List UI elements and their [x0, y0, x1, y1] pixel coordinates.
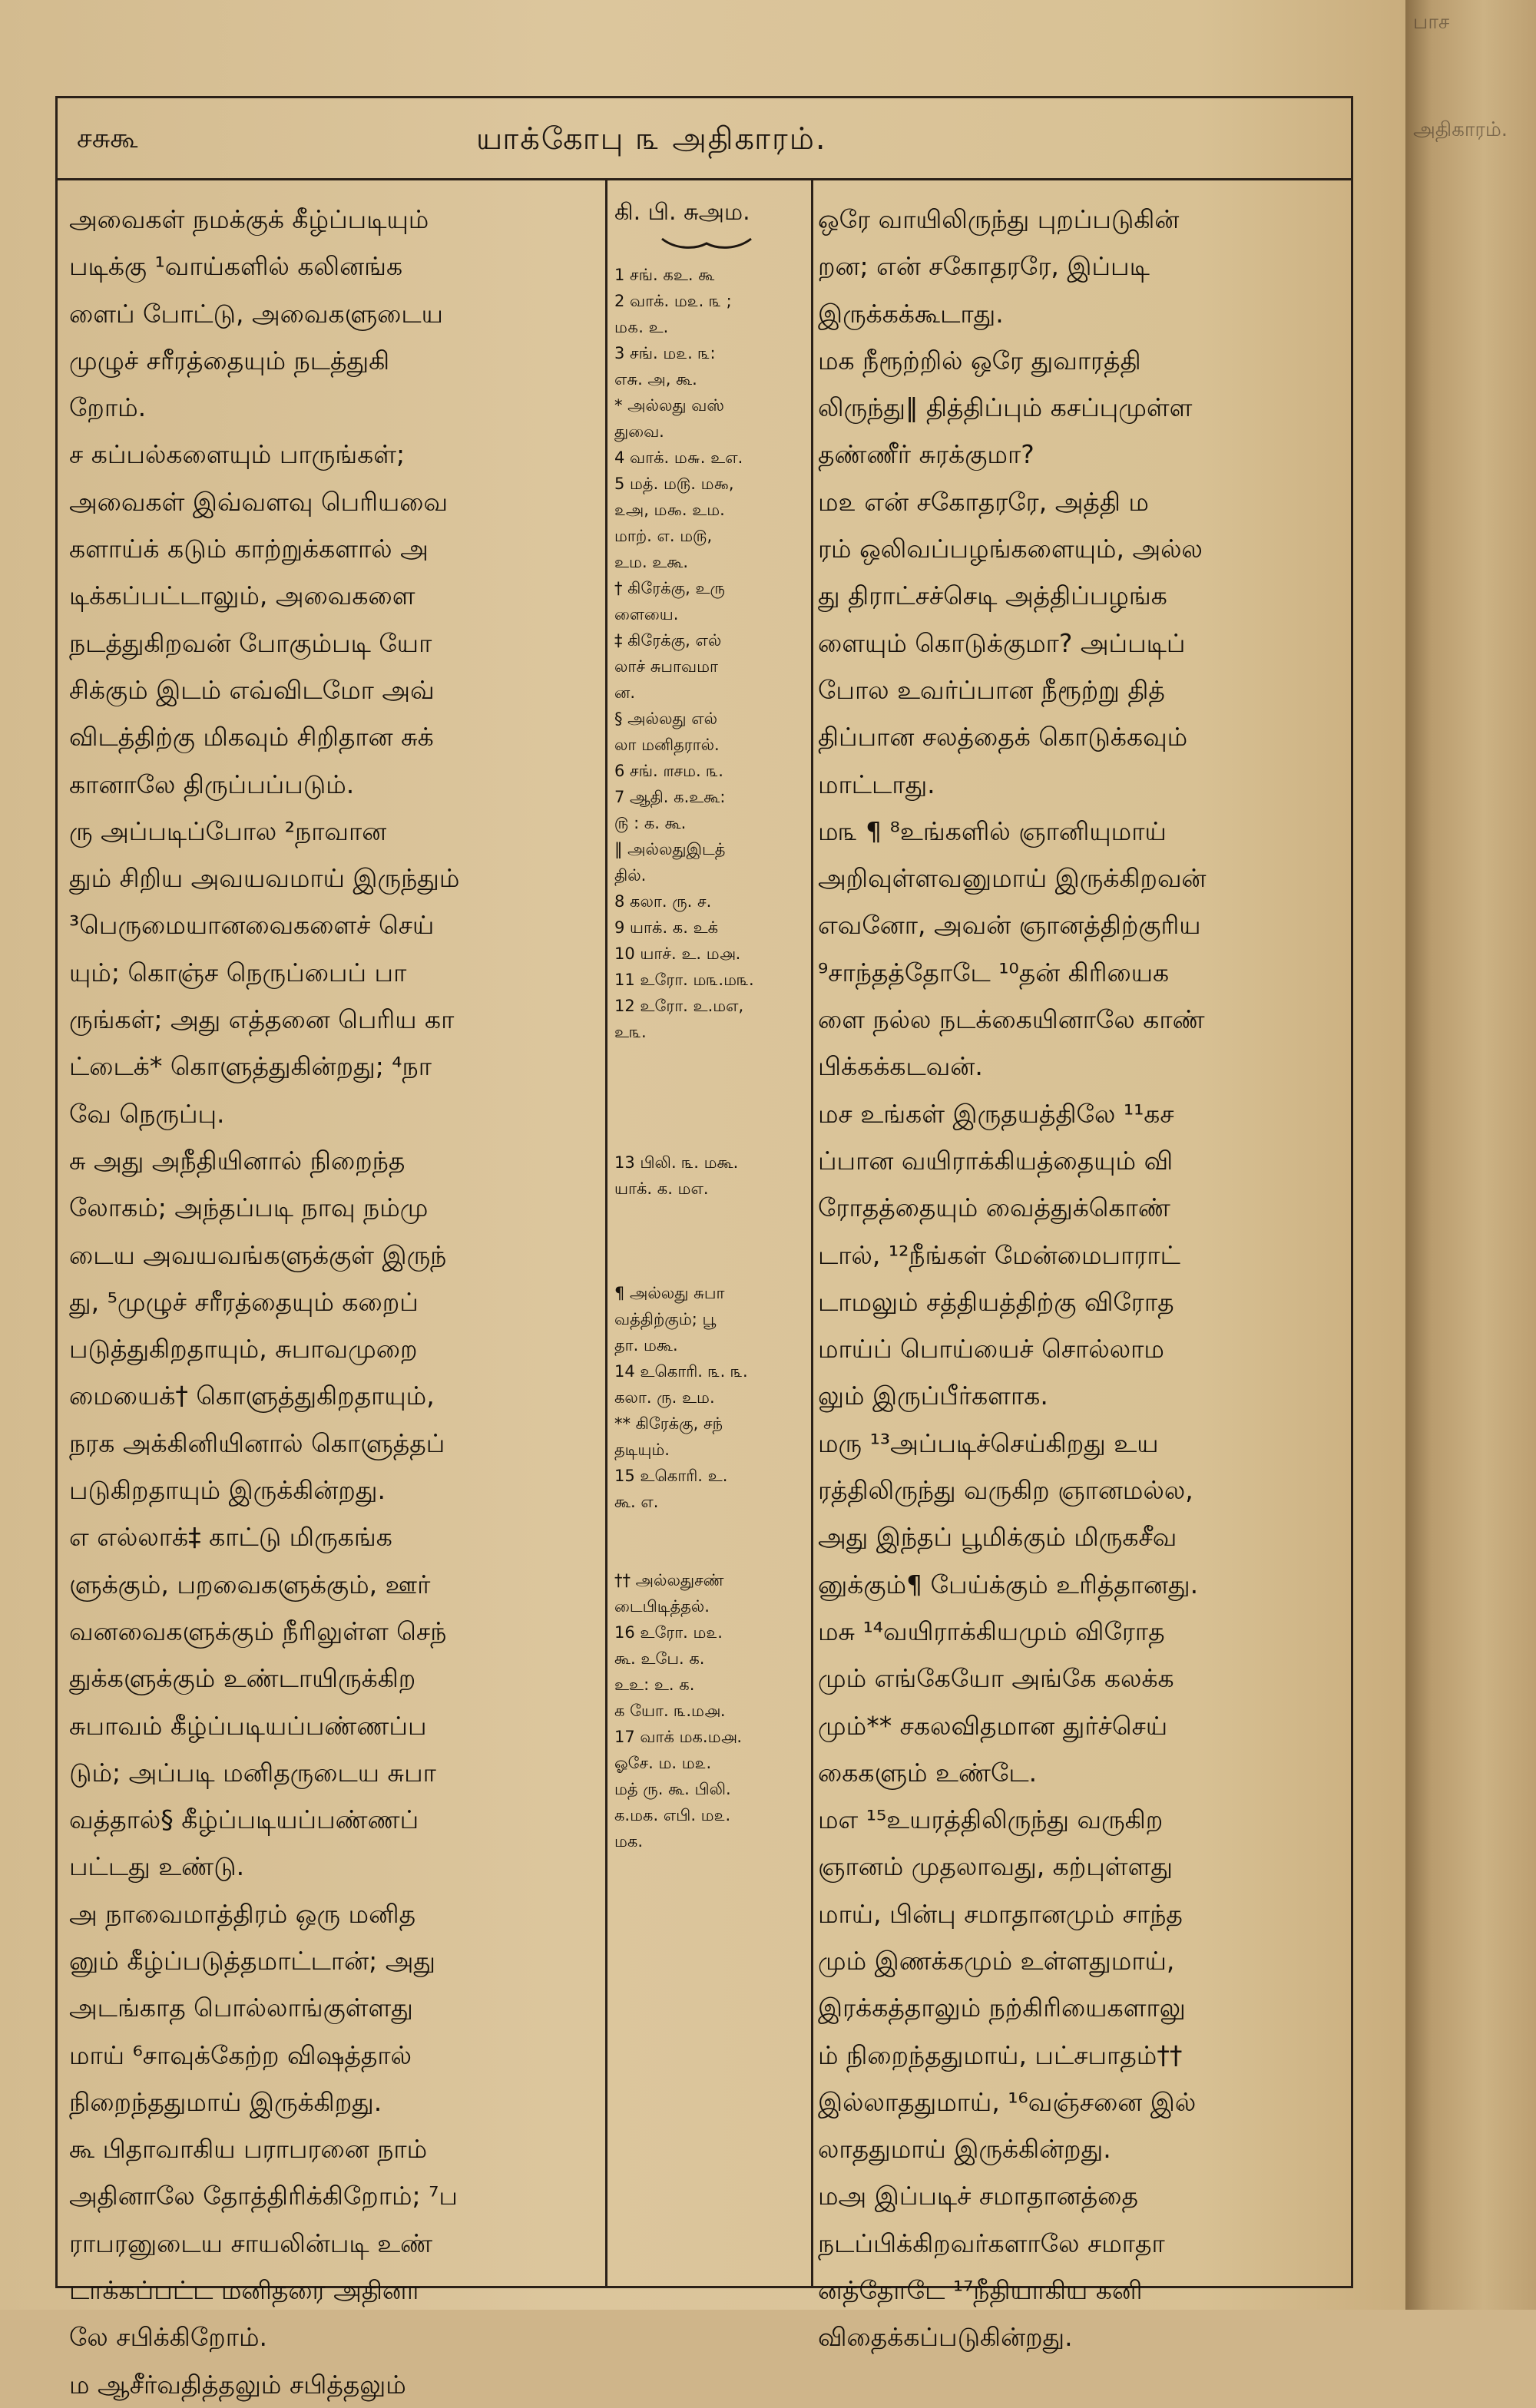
cross-reference: மத் ரு. கூ. பிலி.: [614, 1780, 731, 1798]
text-line: அதினாலே தோத்திரிக்கிறோம்; ⁷ப: [69, 2181, 458, 2211]
cross-reference: க.மக. எபி. ம௨.: [614, 1806, 731, 1824]
text-line: மசு ¹⁴வயிராக்கியமும் விரோத: [818, 1616, 1165, 1646]
text-line: றோம்.: [69, 392, 147, 423]
cross-reference: லா மனிதரால்.: [614, 736, 720, 754]
cross-reference: லாச் சுபாவமா: [614, 657, 718, 676]
facing-page-fragment: அதிகாரம்.: [1413, 118, 1508, 141]
text-line: துக்களுக்கும் உண்டாயிருக்கிற: [69, 1663, 416, 1694]
text-line: ஞானம் முதலாவது, கற்புள்ளது: [818, 1851, 1173, 1882]
cross-reference: 9 யாக். க. உக்: [614, 918, 719, 937]
cross-reference: 5 மத். ம௫. ம௯,: [614, 475, 734, 493]
text-line: ளை நல்ல நடக்கையினாலே காண்: [818, 1004, 1205, 1035]
text-line: நரக அக்கினியினால் கொளுத்தப்: [69, 1427, 445, 1458]
facing-page-edge: [1405, 0, 1536, 2310]
reference-column: [614, 196, 806, 1854]
cross-reference: யாக். க. மஎ.: [614, 1179, 709, 1198]
text-line: விடத்திற்கு மிகவும் சிறிதான சுக்: [69, 722, 434, 752]
cross-reference: உம. உகூ.: [614, 553, 689, 571]
cross-reference: தில்.: [614, 866, 647, 885]
text-line: போல உவர்ப்பான நீரூற்று தித்: [818, 674, 1165, 705]
cross-reference: 17 வாக் மக.ம௮.: [614, 1728, 743, 1746]
text-line: ராபரனுடைய சாயலின்படி உண்: [69, 2228, 433, 2258]
text-line: கூ பிதாவாகிய பராபரனை நாம்: [69, 2134, 428, 2165]
cross-reference: க யோ. ௩.ம௮.: [614, 1702, 726, 1720]
text-line: அடங்காத பொல்லாங்குள்ளது: [69, 1993, 413, 2023]
text-line: மையைக்† கொளுத்துகிறதாயும்,: [69, 1381, 435, 1411]
left-text-column: [69, 196, 599, 2408]
text-line: இரக்கத்தாலும் நற்கிரியைகளாலு: [818, 1993, 1186, 2023]
text-line: சு அது அநீதியினால் நிறைந்த: [69, 1145, 406, 1176]
cross-reference: மாற். எ. ம௫,: [614, 527, 713, 545]
text-line: சுபாவம் கீழ்ப்படியப்பண்ணப்ப: [69, 1710, 427, 1741]
cross-reference: எசு. அ, கூ.: [614, 370, 697, 389]
text-line: ட்டைக்* கொளுத்துகின்றது; ⁴நா: [69, 1051, 432, 1082]
text-line: லும் இருப்பீர்களாக.: [818, 1381, 1048, 1411]
text-line: அவைகள் நமக்குக் கீழ்ப்படியும்: [69, 204, 429, 234]
text-line: லே சபிக்கிறோம்.: [69, 2322, 268, 2353]
text-line: இருக்கக்கூடாது.: [818, 298, 1004, 329]
text-line: ரோதத்தையும் வைத்துக்கொண்: [818, 1192, 1170, 1223]
cross-reference: 12 உரோ. உ.மஎ,: [614, 997, 744, 1015]
facing-page-fragment: பாச: [1413, 11, 1450, 34]
text-line: ருங்கள்; அது எத்தனை பெரிய கா: [69, 1004, 455, 1035]
text-line: து, ⁵முழுச் சரீரத்தையும் கறைப்: [69, 1286, 419, 1317]
text-line: படிக்கு ¹வாய்களில் கலினங்க: [69, 251, 403, 282]
cross-reference: ‡ கிரேக்கு, எல்: [614, 631, 722, 650]
text-line: மாய் ⁶சாவுக்கேற்ற விஷத்தால்: [69, 2039, 412, 2070]
text-line: விதைக்கப்படுகின்றது.: [818, 2322, 1073, 2353]
text-line: நடப்பிக்கிறவர்களாலே சமாதா: [818, 2228, 1165, 2258]
text-line: மும் இணக்கமும் உள்ளதுமாய்,: [818, 1945, 1175, 1976]
text-line: பட்டது உண்டு.: [69, 1851, 245, 1882]
cross-reference: 16 உரோ. ம௨.: [614, 1623, 723, 1642]
text-line: நடத்துகிறவன் போகும்படி யோ: [69, 627, 432, 658]
text-line: டும்; அப்படி மனிதருடைய சுபா: [69, 1757, 436, 1788]
cross-reference: [614, 1254, 806, 1280]
cross-reference: ௫ : க. கூ.: [614, 814, 687, 832]
text-line: மரு ¹³அப்படிச்செய்கிறது உய: [818, 1427, 1159, 1458]
reference-list: [614, 262, 806, 1854]
text-line: ரம் ஒலிவப்பழங்களையும், அல்ல: [818, 534, 1203, 564]
text-line: மும் எங்கேயோ அங்கே கலக்க: [818, 1663, 1174, 1694]
cross-reference: 2 வாக். ம௨. ௩ ;: [614, 292, 732, 310]
cross-reference: [614, 1097, 806, 1123]
text-line: ஒரே வாயிலிருந்து புறப்படுகின்: [818, 204, 1180, 234]
text-line: னத்தோடே ¹⁷நீதியாகிய கனி: [818, 2275, 1143, 2306]
text-line: து திராட்சச்செடி அத்திப்பழங்க: [818, 580, 1167, 611]
text-line: ரு அப்படிப்போல ²நாவான: [69, 815, 387, 846]
text-line: ப்பான வயிராக்கியத்தையும் வி: [818, 1145, 1174, 1176]
text-line: மும்** சகலவிதமான துர்ச்செய்: [818, 1710, 1168, 1741]
text-line: இல்லாததுமாய், ¹⁶வஞ்சனை இல்: [818, 2086, 1197, 2117]
text-line: நிறைந்ததுமாய் இருக்கிறது.: [69, 2086, 382, 2117]
cross-reference: 14 உகொரி. ௩. ௩.: [614, 1362, 748, 1381]
text-line: மாய்ப் பொய்யைச் சொல்லாம: [818, 1334, 1164, 1364]
text-line: ம௨ என் சகோதரரே, அத்தி ம: [818, 486, 1149, 517]
text-line: ம ஆசீர்வதித்தலும் சபித்தலும்: [69, 2369, 406, 2400]
cross-reference: 13 பிலி. ௩. மகூ.: [614, 1153, 739, 1172]
cross-reference: [614, 1228, 806, 1254]
header-rule: [55, 178, 1353, 180]
text-line: லிருந்து‖ தித்திப்பும் கசப்புமுள்ள: [818, 392, 1193, 423]
cross-reference: ன.: [614, 683, 636, 702]
cross-reference: [614, 1123, 806, 1149]
text-line: படுத்துகிறதாயும், சுபாவமுறை: [69, 1334, 418, 1364]
text-line: டிக்கப்பட்டாலும், அவைகளை: [69, 580, 415, 611]
cross-reference: †† அல்லதுசண்: [614, 1571, 724, 1589]
text-line: ளுக்கும், பறவைகளுக்கும், ஊர்: [69, 1569, 431, 1599]
text-line: டால், ¹²நீங்கள் மேன்மைபாராட்: [818, 1239, 1180, 1270]
cross-reference: ‖ அல்லதுஇடத்: [614, 840, 726, 858]
text-line: கைகளும் உண்டே.: [818, 1757, 1038, 1788]
text-line: லாததுமாய் இருக்கின்றது.: [818, 2134, 1111, 2165]
cross-reference: தா. மகூ.: [614, 1336, 678, 1354]
cross-reference: ௨அ, ம௯. உம.: [614, 501, 725, 519]
text-line: ம௩ ¶ ⁸உங்களில் ஞானியுமாய்: [818, 815, 1167, 846]
text-line: அது இந்தப் பூமிக்கும் மிருகசீவ: [818, 1522, 1177, 1553]
cross-reference: [614, 1071, 806, 1097]
text-line: சிக்கும் இடம் எவ்விடமோ அவ்: [69, 674, 435, 705]
text-line: வத்தால்§ கீழ்ப்படியப்பண்ணப்: [69, 1804, 419, 1835]
text-line: ⁹சாந்தத்தோடே ¹⁰தன் கிரியைக: [818, 957, 1170, 987]
cross-reference: [614, 1515, 806, 1541]
text-line: மஎ ¹⁵உயரத்திலிருந்து வருகிற: [818, 1804, 1164, 1835]
text-line: றன; என் சகோதரரே, இப்படி: [818, 251, 1150, 282]
cross-reference: துவை.: [614, 422, 664, 441]
text-line: ரத்திலிருந்து வருகிற ஞானமல்ல,: [818, 1475, 1193, 1506]
reference-column-title: கி. பி. சுஅம.: [614, 199, 750, 226]
cross-reference: 15 உகொரி. உ.: [614, 1467, 728, 1485]
text-line: மக நீரூற்றில் ஒரே துவாரத்தி: [818, 345, 1141, 375]
text-line: ச கப்பல்களையும் பாருங்கள்;: [69, 439, 406, 470]
cross-reference: தடியும்.: [614, 1440, 670, 1459]
text-line: ம் நிறைந்ததுமாய், பட்சபாதம்††: [818, 2039, 1183, 2070]
text-line: னுக்கும்¶ பேய்க்கும் உரித்தானது.: [818, 1569, 1199, 1599]
text-line: டாக்கப்பட்ட மனிதரை அதினா: [69, 2275, 421, 2306]
text-line: அறிவுள்ளவனுமாய் இருக்கிறவன்: [818, 863, 1207, 894]
cross-reference: 8 கலா. ரு. ச.: [614, 892, 712, 911]
right-text-column: [818, 196, 1340, 2361]
text-line: ³பெருமையானவைகளைச் செய்: [69, 910, 435, 941]
column-divider-right: [811, 178, 813, 2288]
text-line: லோகம்; அந்தப்படி நாவு நம்மு: [69, 1192, 429, 1223]
text-line: எவனோ, அவன் ஞானத்திற்குரிய: [818, 910, 1201, 941]
cross-reference: [614, 1541, 806, 1567]
cross-reference: 11 உரோ. ம௩.ம௩.: [614, 971, 754, 989]
cross-reference: § அல்லது எல்: [614, 710, 718, 728]
cross-reference: கூ. உபே. க.: [614, 1649, 705, 1668]
text-line: தண்ணீர் சுரக்குமா?: [818, 439, 1034, 470]
cross-reference: மக.: [614, 1832, 644, 1851]
text-line: டாமலும் சத்தியத்திற்கு விரோத: [818, 1286, 1174, 1317]
text-line: திப்பான சலத்தைக் கொடுக்கவும்: [818, 722, 1188, 752]
page-number: சசுகூ: [77, 123, 138, 154]
cross-reference: வத்திற்கும்; பூ: [614, 1310, 717, 1328]
cross-reference: ¶ அல்லது சுபா: [614, 1284, 725, 1302]
cross-reference: உ௩.: [614, 1023, 647, 1041]
text-line: மாட்டாது.: [818, 769, 935, 799]
text-line: டைய அவயவங்களுக்குள் இருந்: [69, 1239, 447, 1270]
cross-reference: 4 வாக். ம௬. உஎ.: [614, 448, 743, 467]
cross-reference: 1 சங். கஉ. கூ: [614, 266, 715, 284]
cross-reference: உஉ: உ. க.: [614, 1675, 695, 1694]
text-line: மாய், பின்பு சமாதானமும் சாந்த: [818, 1898, 1183, 1929]
cross-reference: † கிரேக்கு, உரு: [614, 579, 725, 597]
cross-reference: [614, 1045, 806, 1071]
cross-reference: ** கிரேக்கு, சந்: [614, 1414, 723, 1433]
running-title: யாக்கோபு ௩ அதிகாரம்.: [476, 121, 827, 157]
text-line: மச உங்கள் இருதயத்திலே ¹¹கச: [818, 1098, 1174, 1129]
cross-reference: 3 சங். ம௨. ௩:: [614, 344, 716, 362]
column-divider-left: [605, 178, 607, 2288]
cross-reference: ம௧. உ.: [614, 318, 669, 336]
text-line: வனவைகளுக்கும் நீரிலுள்ள செந்: [69, 1616, 447, 1646]
cross-reference: கலா. ரு. உம.: [614, 1388, 715, 1407]
text-line: யும்; கொஞ்ச நெருப்பைப் பா: [69, 957, 407, 987]
text-line: முழுச் சரீரத்தையும் நடத்துகி: [69, 345, 390, 375]
cross-reference: [614, 1202, 806, 1228]
text-line: தும் சிறிய அவயவமாய் இருந்தும்: [69, 863, 460, 894]
cross-reference: 10 யாச். உ. ம௮.: [614, 944, 741, 963]
text-line: மஅ இப்படிச் சமாதானத்தை: [818, 2181, 1138, 2211]
text-line: வே நெருப்பு.: [69, 1098, 225, 1129]
text-line: ளையும் கொடுக்குமா? அப்படிப்: [818, 627, 1186, 658]
cross-reference: * அல்லது வஸ்: [614, 396, 724, 415]
cross-reference: 6 சங். ௱சம. ௩.: [614, 762, 723, 780]
cross-reference: கூ. எ.: [614, 1493, 659, 1511]
cross-reference: ளையை.: [614, 605, 679, 624]
cross-reference: டைபிடித்தல்.: [614, 1597, 710, 1616]
text-line: ளைப் போட்டு, அவைகளுடைய: [69, 298, 443, 329]
cross-reference: ஓசே. ம. ம௨.: [614, 1754, 712, 1772]
text-line: பிக்கக்கடவன்.: [818, 1051, 983, 1082]
text-line: படுகிறதாயும் இருக்கின்றது.: [69, 1475, 386, 1506]
ornament-swash: [660, 236, 753, 251]
text-line: னும் கீழ்ப்படுத்தமாட்டான்; அது: [69, 1945, 436, 1976]
text-line: அவைகள் இவ்வளவு பெரியவை: [69, 486, 449, 517]
text-line: அ நாவைமாத்திரம் ஒரு மனித: [69, 1898, 416, 1929]
cross-reference: 7 ஆதி. க.உகூ:: [614, 788, 726, 806]
text-line: கானாலே திருப்பப்படும்.: [69, 769, 355, 799]
text-line: எ எல்லாக்‡ காட்டு மிருகங்க: [69, 1522, 392, 1553]
text-line: களாய்க் கடும் காற்றுக்களால் அ: [69, 534, 429, 564]
